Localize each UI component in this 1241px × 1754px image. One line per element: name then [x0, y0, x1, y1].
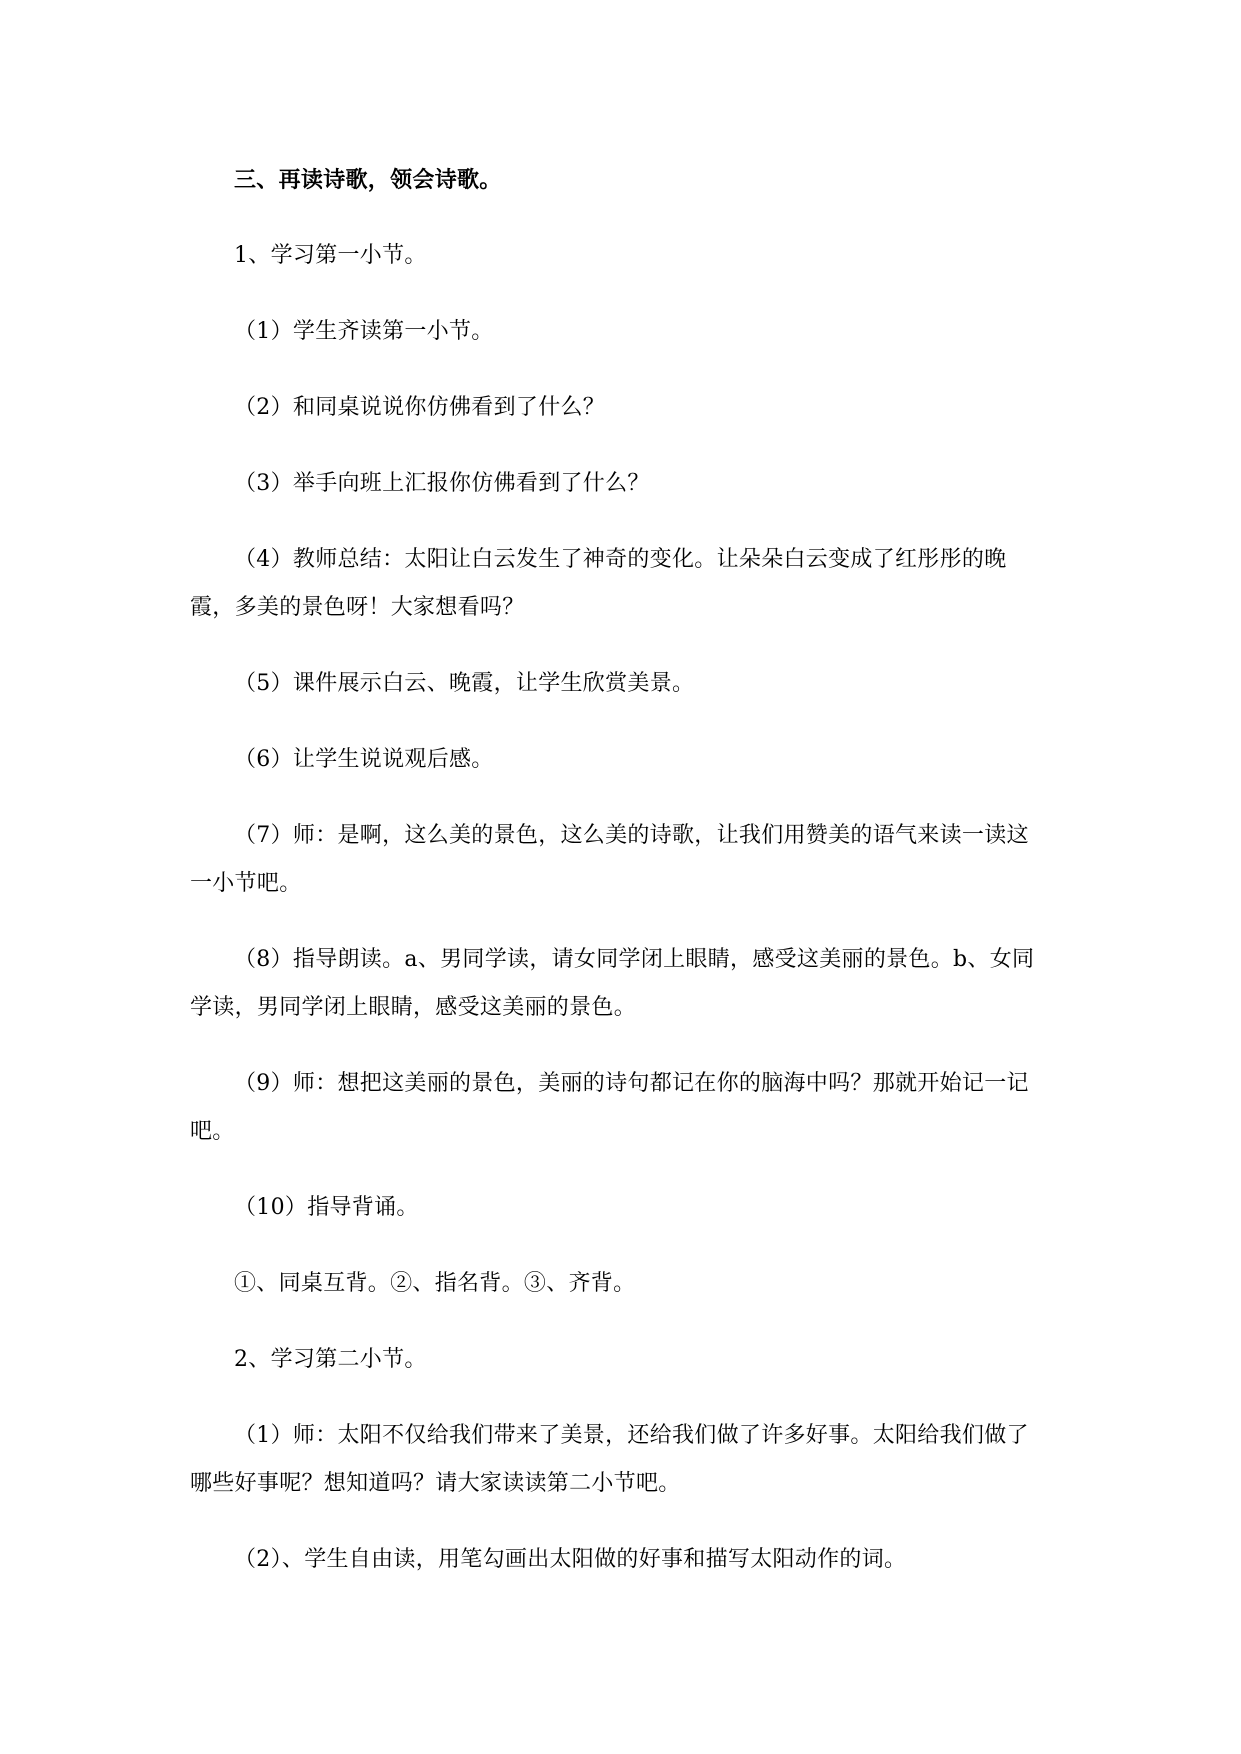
paragraph-1-6: （6）让学生说说观后感。 [234, 747, 494, 772]
paragraph-1-1: （1）学生齐读第一小节。 [234, 319, 494, 344]
paragraph-1-9: （9）师：想把这美丽的景色，美丽的诗句都记在你的脑海中吗？那就开始记一记吧。 [190, 1071, 1029, 1144]
paragraph-1-4: （4）教师总结：太阳让白云发生了神奇的变化。让朵朵白云变成了红彤彤的晚霞，多美的景色呀！大家想看吗？ [190, 547, 1007, 620]
paragraph-recite-steps: ①、同桌互背。②、指名背。③、齐背。 [234, 1271, 636, 1296]
paragraph-1-8: （8）指导朗读。a、男同学读，请女同学闭上眼睛，感受这美丽的景色。b、女同学读，男同学闭上眼睛，感受这美丽的景色。 [190, 947, 1035, 1020]
paragraph-1-10: （10）指导背诵。 [234, 1195, 419, 1220]
paragraph-2-1: （1）师：太阳不仅给我们带来了美景，还给我们做了许多好事。太阳给我们做了哪些好事呢？想知道吗？请大家读读第二小节吧。 [190, 1423, 1029, 1496]
paragraph-1-5: （5）课件展示白云、晚霞，让学生欣赏美景。 [234, 671, 695, 696]
paragraph-1-7: （7）师：是啊，这么美的景色，这么美的诗歌，让我们用赞美的语气来读一读这一小节吧。 [190, 823, 1029, 896]
paragraph-1-3: （3）举手向班上汇报你仿佛看到了什么？ [234, 471, 650, 496]
document-page [190, 156, 1050, 1612]
paragraph-step-2: 2、学习第二小节。 [234, 1347, 427, 1372]
paragraph-2-2: （2）、学生自由读，用笔勾画出太阳做的好事和描写太阳动作的词。 [234, 1547, 907, 1572]
paragraph-step-1: 1、学习第一小节。 [234, 243, 427, 268]
paragraph-1-2: （2）和同桌说说你仿佛看到了什么？ [234, 395, 606, 420]
section-heading: 三、再读诗歌，领会诗歌。 [234, 167, 502, 193]
